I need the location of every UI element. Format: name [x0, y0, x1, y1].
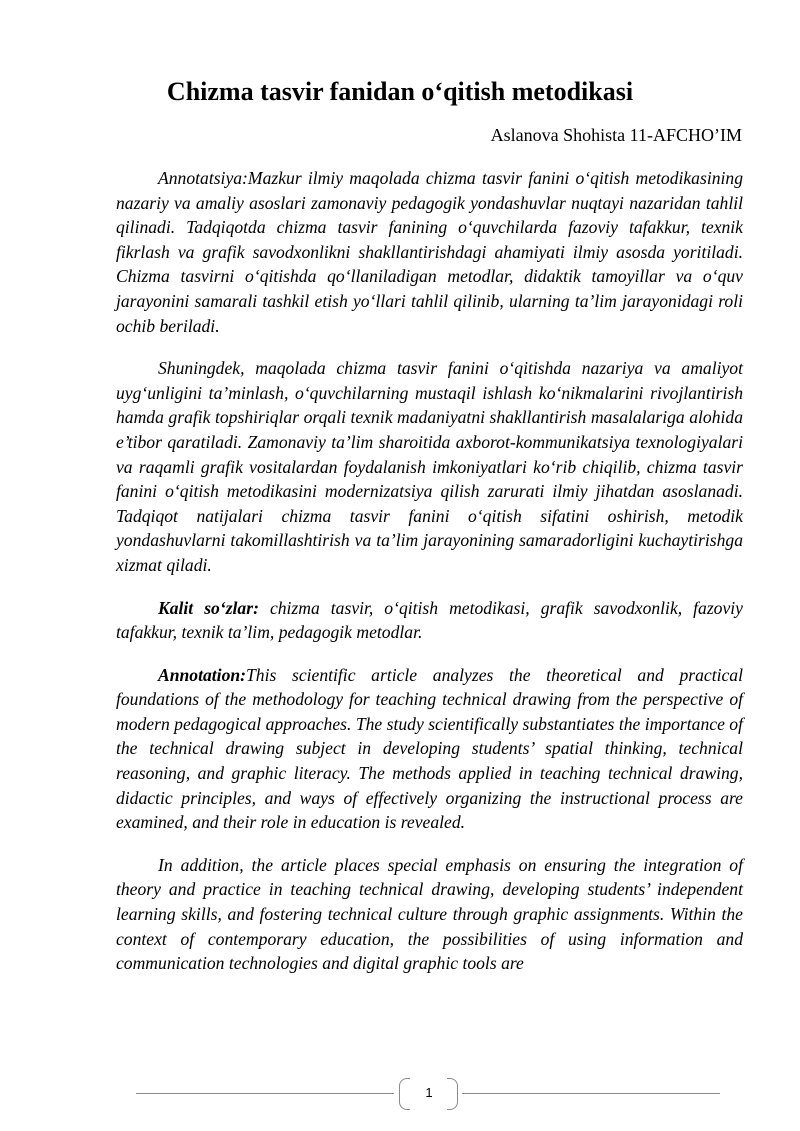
footer-bracket-right — [447, 1078, 458, 1110]
abstract-uz-paragraph — [116, 166, 743, 338]
document-title: Chizma tasvir fanidan o‘qitish metodikasi — [166, 77, 634, 106]
keywords-paragraph — [116, 596, 743, 645]
paragraph-text: This scientific article analyzes the theoretical and practical foundations of the methodology for teaching technical drawing from the perspective of modern pedagogical approaches. The study scientifically substantiates the importance of the technical drawing subject in developing students’ spatial thinking, technical reasoning, and graphic literacy. The methods applied in teaching technical drawing, didactic principles, and ways of effectively organizing the instructional process are examined, and their role in education is revealed. — [116, 664, 743, 833]
abstract-uz-continuation-paragraph — [116, 356, 743, 577]
author-line: Aslanova Shohista 11-AFCHO’IM — [490, 125, 742, 145]
footer-rule-left — [136, 1093, 394, 1094]
paragraph-text: In addition, the article places special emphasis on ensuring the integration of theory and practice in teaching technical drawing, developing students’ independent learning skills, and fostering technical culture through graphic assignments. Within the context of contemporary education, the possibilities of using information and communication technologies and digital graphic tools are — [116, 854, 743, 974]
document-body — [116, 166, 743, 994]
page-footer — [0, 1074, 800, 1114]
paragraph-text: Annotatsiya:Mazkur ilmiy maqolada chizma tasvir fanini o‘qitish metodikasining nazariy va amaliy asoslari zamonaviy pedagogik yondashuvlar nuqtayi nazaridan tahlil qilinadi. Tadqiqotda chizma tasvir fanining o‘quvchilarda fazoviy tafakkur, texnik fikrlash va grafik savodxonlikni shakllantirishdagi ahamiyati ilmiy asosda yoritiladi. Chizma tasvirni o‘qitishda qo‘llaniladigan metodlar, didaktik tamoyillar va o‘quv jarayonini samarali tashkil etish yo‘llari tahlil qilinib, ularning ta’lim jarayonidagi roli ochib beriladi. — [116, 168, 743, 336]
page-number: 1 — [425, 1085, 433, 1100]
footer-bracket-left — [399, 1078, 410, 1110]
keywords-text: chizma tasvir, o‘qitish metodikasi, grafik savodxonlik, fazoviy tafakkur, texnik ta’lim, pedagogik metodlar. — [116, 597, 743, 643]
keywords-label: Kalit so‘zlar: — [158, 597, 259, 618]
abstract-en-continuation-paragraph — [116, 853, 743, 976]
annotation-label: Annotation: — [158, 664, 247, 685]
paragraph-text: Shuningdek, maqolada chizma tasvir fanini o‘qitishda nazariya va amaliyot uyg‘unligini ta’minlash, o‘quvchilarning mustaqil ishlash ko‘nikmalarini rivojlantirish hamda grafik topshiriqlar orqali texnik madaniyatni shakllantirish masalalariga alohida e’tibor qaratiladi. Zamonaviy ta’lim sharoitida axborot-kommunikatsiya texnologiyalari va raqamli grafik vositalardan foydalanish imkoniyatlari ko‘rib chiqilib, chizma tasvir fanini o‘qitish metodikasini modernizatsiya qilish zarurati ilmiy jihatdan asoslanadi. Tadqiqot natijalari chizma tasvir fanini o‘qitish sifatini oshirish, metodik yondashuvlarni takomillashtirish va ta’lim jarayonining samaradorligini kuchaytirishga xizmat qiladi. — [116, 358, 743, 575]
footer-rule-right — [462, 1093, 720, 1094]
abstract-en-paragraph — [116, 663, 743, 835]
